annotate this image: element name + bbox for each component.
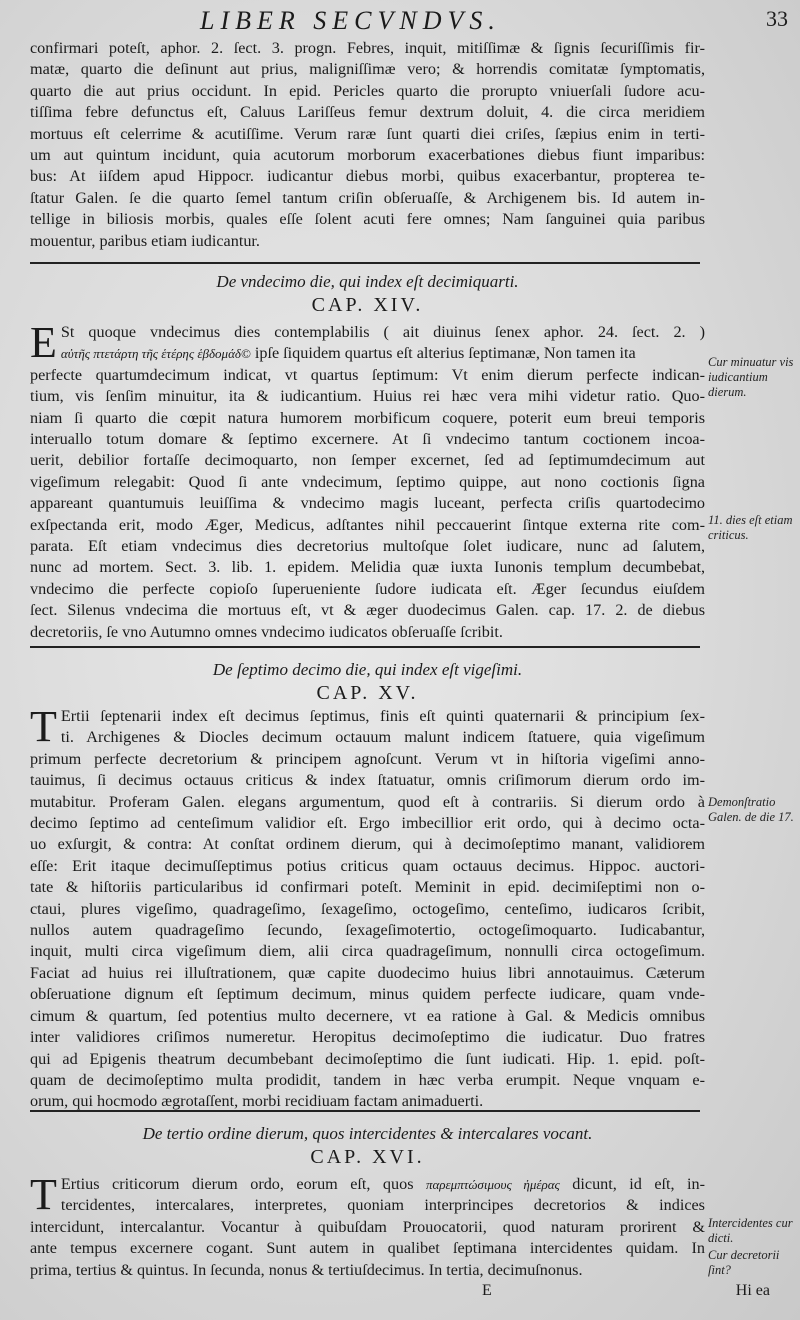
text-line: nunc ad mortem. Sect. 3. lib. 1. epidem. Melidia quæ iuxta Iunonis templum decumbebat, (30, 558, 705, 577)
text-line: bus: At iiſdem apud Hippocr. iudicantur diebus morbi, quibus exacerbantur, propterea te- (30, 167, 705, 186)
text-line: mortuus eſt celerrime & acutiſſime. Verum raræ ſunt quarti diei criſes, ſæpius enim in terti- (30, 124, 705, 143)
text-fragment: ipſe ſiquidem quartus eſt alterius ſeptimanæ, Non tamen ita (254, 344, 636, 363)
text-line: perfecte quartumdecimum indicat, vt quartus ſeptimum: Vt enim dierum perfecte indican- (30, 365, 705, 384)
text-line: tauimus, ſi decimus octauus criticus & index ſtatuatur, omnis criſimorum dierum ordo im- (30, 771, 705, 790)
text-line: um aut quintum incidunt, quia acutorum morborum exacerbationes diebus fiunt imparibus: (30, 146, 705, 165)
chapter-title: De ſeptimo decimo die, qui index eſt vigeſimi. (212, 660, 523, 679)
margin-note: 11. dies eſt etiam criticus. (708, 513, 793, 542)
text-line: cimum & quartum, ſed potentius multo decernere, vt ea ratione à Gal. & Medicis omnibus (30, 1006, 705, 1025)
text-line: intercidunt, intercalantur. Vocantur à quibuſdam Prouocatorii, quod naturam prorirent & (30, 1217, 705, 1236)
text-line: mouentur, paribus etiam iudicantur. (30, 231, 260, 250)
running-title: LIBER SECVNDVS. (200, 6, 501, 35)
text-line: orum, qui hocmodo ægrotaſſent, morbi recidiuam factam animaduerti. (30, 1092, 484, 1111)
greek-term: παρεμπτώσιμους ἡμέρας (425, 1177, 560, 1192)
chapter-number: CAP. XIV. (311, 294, 424, 316)
drop-cap: T (30, 1170, 57, 1219)
drop-cap: T (30, 702, 57, 751)
drop-cap: E (30, 318, 57, 367)
margin-note: Intercidentes cur dicti. (708, 1216, 793, 1245)
text-line: mutabitur. Proferam Galen. elegans argumentum, quod eſt à contrariis. Si dierum ordo à (30, 792, 705, 811)
text-line: tellige in biliosis morbis, quales eſſe ſolent acuti fere omnes; Nam ſanguinei quia paribus (30, 210, 705, 229)
chapter-title: De tertio ordine dierum, quos intercidentes & intercalares vocant. (142, 1124, 593, 1143)
text-line: primum perfecte decretorium & principem agnoſcunt. Verum vt in hiſtoria vigeſimi anno- (30, 749, 705, 768)
text-line: inquit, multi circa vigeſimum diem, alii circa quadrageſimum, nonnulli circa octogeſimum. (30, 942, 705, 961)
section-rule (30, 1110, 700, 1112)
section-rule (30, 646, 700, 648)
text-line (61, 1174, 705, 1195)
text-line: exſpectanda erit, modo Æger, Medicus, adſtantes nihil peccauerint ſintque externa rite com- (30, 515, 705, 534)
chapter-body (30, 702, 705, 1113)
text-line: qui ad Epigenis theatrum decumbebant decimoſeptimo die ſunt iudicati. Hip. 1. epid. poſt- (30, 1049, 705, 1068)
text-line: parata. Eſt etiam vndecimus dies decretorius multoſque ſolet iudicare, nunc ad ſalutem, (30, 537, 705, 556)
text-line: ctaui, plures vigeſimo, quadrageſimo, ſexageſimo, octogeſimo, centeſimo, iudicaros ſcribit, (30, 899, 705, 918)
text-line: nullos autem quadrageſimo ſecundo, ſexageſimotertio, octogeſimoquarto. Iudicabantur, (30, 921, 705, 940)
text-line: tercidentes, intercalares, interpretes, quoniam interprincipes decretorios & indices (60, 1196, 705, 1215)
catchword: Hi ea (735, 1282, 770, 1299)
text-line: tiſſima febre defunctus eſt, Caluus Lariſſeus femur dextrum doluit, 4. die circa meridiem (30, 103, 705, 122)
greek-quotation: αὐτῆς πτετάρτη τῆς ἑτέρης ἑβδομάδ© (60, 346, 251, 362)
text-line: St quoque vndecimus dies contemplabilis ( ait diuinus ſenex aphor. 24. ſect. 2. ) (60, 323, 705, 341)
text-line: vndecimo die perfecte copioſo ſuperueniente ſudore iudicata eſt. Æger ſecundus eiuſdem (30, 579, 705, 598)
running-head (0, 6, 800, 36)
text-line: appareant quantumuis leuiſſima & vndecimo magis luceant, perfecta criſis quartodecimo (30, 494, 705, 513)
text-line: matæ, quarto die deſinunt aut prius, maligniſſimæ vero; & horrendis comitatæ ſymptomatis, (30, 60, 705, 79)
text-line: uo exſurgit, & contra: At conſtat ordinem dierum, qui à decimoſeptimo manant, validiorem (30, 835, 705, 854)
text-line: Ertii ſeptenarii index eſt decimus ſeptimus, finis eſt quinti quaternarii & principium ſex- (60, 707, 705, 725)
text-line: ſect. Silenus vndecima die mortuus eſt, vt & æger duodecimus Galen. cap. 17. 2. de diebus (30, 601, 705, 620)
signature-mark: E (482, 1282, 492, 1299)
text-line: niam ſi quarto die cœpit natura humorem morbificum coquere, poterit eum breui temporis (30, 408, 705, 427)
text-line: quarto die aut prius occidunt. In epid. Pericles quarto die prorupto vniuerſali ſudore acu- (30, 81, 705, 100)
text-line: interuallo totum domare & ſeptimo excernere. At ſi vndecimo tantum coctionem incoa- (30, 430, 705, 449)
text-line: ti. Archigenes & Diocles decimum octauum malunt indicem ſtatuere, quia vigeſimum (60, 728, 705, 747)
margin-note: Demonſtratio Galen. de die 17. (708, 795, 794, 824)
chapter-body (30, 318, 705, 643)
text-line (61, 343, 705, 364)
chapter-body (30, 1170, 705, 1281)
text-line: confirmari poteſt, aphor. 2. ſect. 3. progn. Febres, inquit, mitiſſimæ & ſignis ſecuriſſimis fir- (30, 39, 705, 57)
text-line: vigeſimum relegabit: Quod ſi ante vndecimum, ſeptimo quippe, aut nono coctionis ſigna (30, 472, 705, 491)
text-fragment: dicunt, id eſt, in- (572, 1175, 705, 1193)
section-rule (30, 262, 700, 264)
margin-note: Cur minuatur vis iudicantium dierum. (708, 355, 794, 399)
text-line: tate & hiſtoriis particularibus id confirmari poteſt. Meminit in epid. decimiſeptimi non o- (30, 878, 705, 897)
text-line: prima, tertius & quintus. In ſecunda, nonus & tertiuſdecimus. In tertia, decimuſnonus. (30, 1260, 583, 1279)
margin-note: Cur decretorii ſint? (708, 1248, 780, 1277)
text-line: decimo ſeptimo ad centeſimum validior eſt. Ergo imbecillior erit ordo, qui à decimo octa- (30, 814, 705, 833)
chapter-title: De vndecimo die, qui index eſt decimiquarti. (216, 272, 519, 291)
text-line: uerit, debilior fortaſſe decimoquarto, non ſemper excernet, ſed ad ſeptimumdecimum aut (30, 451, 705, 470)
text-line: ante tempus excernere cogant. Sunt autem in qualibet ſeptimana intercidentes quidam. In (30, 1239, 705, 1258)
text-line: Faciat ad huius rei illuſtrationem, quæ capite duodecimo huius libri annotauimus. Cæterum (30, 963, 705, 982)
text-line: obſeruatione dignum eſt ſeptimum decimum, minus quidem perfecte iudicare, quam vnde- (30, 985, 705, 1004)
text-line: tium, vis ſenſim minuitur, ita & iudicantium. Huius rei hæc vera mihi videtur ratio. Quo- (30, 387, 705, 406)
continued-paragraph (30, 38, 705, 252)
chapter-number: CAP. XVI. (310, 1146, 425, 1168)
text-line: ſtatur Galen. ſe die quarto ſemel tantum criſin obſeruaſſe, & Archigenem bis. Id autem in- (30, 188, 705, 207)
text-line: decretoriis, ſe vno Autumno omnes vndecimo iudicatos obſeruaſſe ſcribit. (30, 622, 503, 641)
text-fragment: Ertius criticorum dierum ordo, eorum eſt, quos (60, 1175, 414, 1193)
text-line: inter validiores criſimos numeretur. Heropitus decimoſeptimo die iudicatur. Duo fratres (30, 1028, 705, 1047)
text-line: quam de decimoſeptimo multa prodidit, tandem in hæc verba erumpit. Neque vnquam e- (30, 1070, 705, 1089)
page-number: 33 (766, 6, 788, 31)
text-line: eſſe: Erit itaque decimuſſeptimus potius criticus quam octauus decimus. Hippoc. auctori- (30, 856, 705, 875)
chapter-number: CAP. XV. (316, 682, 419, 704)
